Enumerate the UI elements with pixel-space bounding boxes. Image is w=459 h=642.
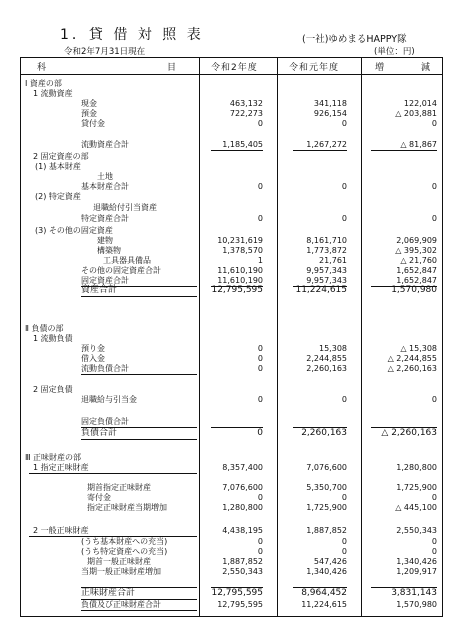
change-value: △ 395,302: [395, 246, 437, 255]
current-value: 0: [257, 493, 263, 502]
current-value: 12,795,595: [211, 285, 263, 295]
change-value: 1,570,980: [396, 600, 437, 609]
row-label: 流動資産合計: [81, 140, 129, 149]
current-value: 0: [257, 428, 263, 438]
previous-value: 21,761: [319, 256, 347, 265]
current-value: 0: [257, 119, 263, 128]
table-row: [21, 118, 442, 129]
change-value: 0: [431, 547, 437, 556]
change-value: 1,652,847: [396, 276, 437, 285]
row-label: (うち特定資産への充当): [81, 547, 168, 556]
previous-value: 11,224,615: [301, 600, 347, 609]
current-value: 0: [257, 182, 263, 191]
previous-value: 5,350,700: [306, 483, 347, 492]
current-value: 12,795,595: [217, 600, 263, 609]
previous-value: 0: [341, 537, 347, 546]
change-value: 1,340,426: [396, 557, 437, 566]
organization-name: (一社)ゆめまるHAPPY隊: [302, 34, 407, 45]
change-value: 1,570,980: [391, 285, 437, 295]
row-label: 構築物: [97, 246, 121, 255]
header-decrease: 減: [421, 63, 432, 73]
header-kamoku: 科: [37, 63, 48, 73]
previous-value: 1,267,272: [306, 140, 347, 149]
row-label: 負債及び正味財産合計: [81, 600, 161, 609]
table-row: [21, 191, 442, 202]
change-value: 2,550,343: [396, 526, 437, 535]
row-label: 固定資産合計: [81, 276, 129, 285]
table-row: [21, 428, 442, 439]
change-value: 0: [431, 537, 437, 546]
change-value: 3,831,143: [391, 588, 437, 598]
current-value: 0: [257, 344, 263, 353]
change-value: 1,725,900: [396, 483, 437, 492]
change-value: 122,014: [403, 99, 437, 108]
table-row: [21, 416, 442, 427]
total-underline: [29, 473, 197, 474]
change-value: 0: [431, 119, 437, 128]
current-value: 11,610,190: [217, 266, 263, 275]
current-value: 0: [257, 214, 263, 223]
table-row: [21, 394, 442, 405]
table-row: [21, 502, 442, 513]
previous-value: 0: [341, 214, 347, 223]
current-value: 8,357,400: [222, 463, 263, 472]
table-row: [21, 462, 442, 473]
change-value: △ 15,308: [400, 344, 437, 353]
change-value: △ 445,100: [395, 503, 437, 512]
previous-value: 2,260,163: [306, 364, 347, 373]
row-label: 正味財産合計: [81, 588, 136, 598]
change-value: 0: [431, 182, 437, 191]
row-label: 寄付金: [87, 493, 111, 502]
row-label: (1) 基本財産: [35, 162, 81, 171]
header-current-year: 令和2年度: [211, 63, 258, 73]
change-value: 1,652,847: [396, 266, 437, 275]
row-label: 土地: [97, 172, 113, 181]
previous-value: 0: [341, 395, 347, 404]
row-label: (2) 特定資産: [35, 192, 81, 201]
row-label: 2 固定資産の部: [33, 152, 89, 161]
table-header: [21, 58, 442, 75]
current-value: 0: [257, 364, 263, 373]
current-value: 0: [257, 547, 263, 556]
previous-value: 926,154: [313, 109, 347, 118]
row-label: 1 流動負債: [33, 334, 73, 343]
current-value: 1,280,800: [222, 503, 263, 512]
row-label: 当期一般正味財産増加: [81, 567, 161, 576]
table-row: [21, 285, 442, 296]
previous-value: 0: [341, 182, 347, 191]
previous-value: 0: [341, 547, 347, 556]
change-value: 1,209,917: [396, 567, 437, 576]
as-of-date: 令和2年7月31日現在: [64, 47, 146, 57]
change-value: △ 2,260,163: [387, 364, 437, 373]
row-label: 固定負債合計: [81, 417, 129, 426]
row-label: 工具器具備品: [103, 256, 151, 265]
total-underline: [81, 610, 197, 611]
row-label: 資産合計: [81, 285, 118, 295]
row-label: (うち基本財産への充当): [81, 537, 168, 546]
row-label: 期首指定正味財産: [87, 483, 151, 492]
previous-value: 341,118: [313, 99, 347, 108]
row-label: 1 指定正味財産: [33, 463, 89, 472]
row-label: Ⅲ 正味財産の部: [25, 453, 82, 462]
previous-value: 547,426: [313, 557, 347, 566]
total-underline: [81, 296, 197, 297]
previous-value: 8,964,452: [301, 588, 347, 598]
row-label: 退職給与引当金: [81, 395, 137, 404]
row-label: 1 流動資産: [33, 89, 73, 98]
row-label: 預り金: [81, 344, 105, 353]
current-value: 722,273: [229, 109, 263, 118]
previous-value: 9,957,343: [306, 266, 347, 275]
previous-value: 1,725,900: [306, 503, 347, 512]
total-underline: [81, 374, 197, 375]
table-row: [21, 566, 442, 577]
row-label: 2 一般正味財産: [33, 526, 89, 535]
previous-value: 9,957,343: [306, 276, 347, 285]
table-row: [21, 363, 442, 374]
table-row: [21, 599, 442, 610]
balance-sheet-table: [20, 57, 443, 617]
change-value: 0: [431, 493, 437, 502]
current-value: 4,438,195: [222, 526, 263, 535]
current-value: 1,185,405: [222, 140, 263, 149]
previous-value: 1,773,872: [306, 246, 347, 255]
row-label: Ⅰ 資産の部: [25, 79, 62, 88]
row-label: (3) その他の固定資産: [35, 226, 113, 235]
row-label: 負債合計: [81, 428, 118, 438]
header-previous-year: 令和元年度: [289, 63, 340, 73]
row-label: 借入金: [81, 354, 105, 363]
change-value: △ 203,881: [395, 109, 437, 118]
current-value: 12,795,595: [211, 588, 263, 598]
total-underline: [81, 439, 197, 440]
row-label: その他の固定資産合計: [81, 266, 161, 275]
table-row: [21, 213, 442, 224]
previous-value: 15,308: [319, 344, 347, 353]
change-value: 1,280,800: [396, 463, 437, 472]
table-row: [21, 139, 442, 150]
current-value: 2,550,343: [222, 567, 263, 576]
change-value: △ 2,244,855: [387, 354, 437, 363]
row-label: 指定正味財産当期増加: [87, 503, 167, 512]
table-row: [21, 525, 442, 536]
previous-value: 8,161,710: [306, 236, 347, 245]
row-label: 流動負債合計: [81, 364, 129, 373]
change-value: 0: [431, 395, 437, 404]
current-value: 463,132: [229, 99, 263, 108]
header-moku: 目: [167, 63, 178, 73]
previous-value: 11,224,615: [295, 285, 347, 295]
previous-value: 0: [341, 119, 347, 128]
row-label: 貸付金: [81, 119, 105, 128]
table-row: [21, 202, 442, 213]
current-value: 10,231,619: [217, 236, 263, 245]
change-value: 2,069,909: [396, 236, 437, 245]
row-label: Ⅱ 負債の部: [25, 324, 64, 333]
previous-value: 7,076,600: [306, 463, 347, 472]
current-value: 11,610,190: [217, 276, 263, 285]
previous-value: 1,340,426: [306, 567, 347, 576]
row-label: 基本財産合計: [81, 182, 129, 191]
row-label: 期首一般正味財産: [87, 557, 151, 566]
document-title: 1．貸 借 対 照 表: [60, 27, 204, 43]
row-label: 現金: [81, 99, 97, 108]
previous-value: 2,244,855: [306, 354, 347, 363]
change-value: △ 2,260,163: [381, 428, 437, 438]
row-label: 建物: [97, 236, 113, 245]
table-body: [21, 74, 442, 616]
change-value: △ 81,867: [400, 140, 437, 149]
previous-value: 0: [341, 493, 347, 502]
row-label: 2 固定負債: [33, 385, 73, 394]
change-value: △ 21,760: [400, 256, 437, 265]
unit-note: (単位：円): [374, 47, 415, 57]
row-label: 退職給付引当資産: [93, 203, 157, 212]
header-increase: 増: [375, 63, 386, 73]
current-value: 0: [257, 537, 263, 546]
row-label: 特定資産合計: [81, 214, 129, 223]
table-row: [21, 588, 442, 599]
previous-value: 2,260,163: [301, 428, 347, 438]
change-value: 0: [431, 214, 437, 223]
current-value: 0: [257, 354, 263, 363]
current-value: 0: [257, 395, 263, 404]
previous-value: 1,887,852: [306, 526, 347, 535]
current-value: 1: [257, 256, 263, 265]
row-label: 預金: [81, 109, 97, 118]
current-value: 7,076,600: [222, 483, 263, 492]
current-value: 1,887,852: [222, 557, 263, 566]
current-value: 1,378,570: [222, 246, 263, 255]
